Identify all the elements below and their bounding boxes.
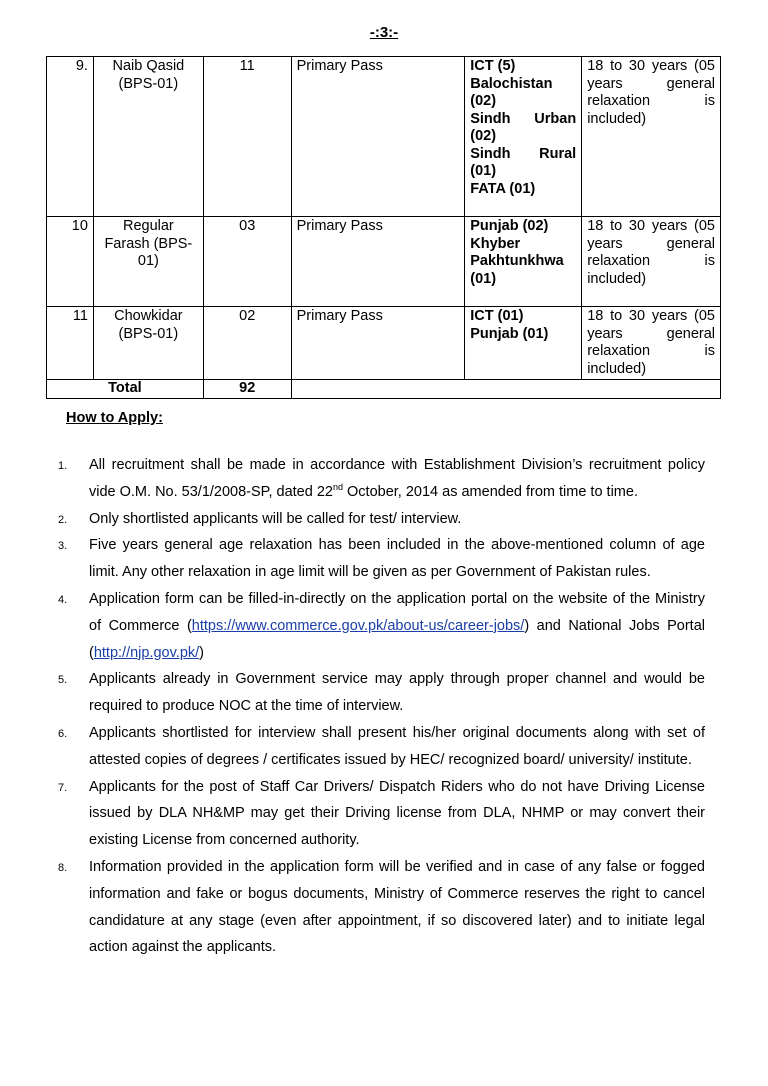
post-name: Chowkidar (BPS-01) (93, 307, 203, 380)
instructions-list (0, 452, 768, 961)
posts-table (46, 56, 721, 399)
page-number: -:3:- (369, 24, 399, 41)
item-text: October, 2014 as amended from time to time. (343, 483, 638, 500)
age-limit: 18 to 30 years (05 years general relaxation is included) (582, 307, 721, 380)
item-number: 7. (58, 781, 68, 794)
serial-number: 11 (47, 307, 94, 380)
item-number: 8. (58, 861, 68, 874)
total-empty (291, 380, 720, 399)
list-item (0, 774, 768, 854)
item-number: 3. (58, 540, 68, 553)
item-text: Applicants for the post of Staff Car Drivers/ Dispatch Riders who do not have Driving License issued by DLA NH&MP may get their Driving license from DLA, NHMP or may convert their existing License from concerned authority. (89, 778, 705, 849)
list-item (0, 666, 768, 720)
post-name: Naib Qasid (BPS-01) (93, 57, 203, 217)
njp-portal-link[interactable]: http://njp.gov.pk/ (93, 644, 200, 661)
post-count: 03 (203, 217, 291, 307)
quota-cell (465, 307, 582, 380)
item-text: Application form can be filled-in-directly on the application portal on the website of the Ministry of Commerce ( (89, 590, 705, 634)
list-item (0, 586, 768, 666)
total-label: Total (47, 380, 204, 399)
post-name: Regular Farash (BPS-01) (93, 217, 203, 307)
table-row (47, 57, 721, 217)
item-text: Five years general age relaxation has been included in the above-mentioned column of age limit. Any other relaxation in age limit will be given as per Government of Pakistan rules. (89, 537, 705, 581)
total-value: 92 (203, 380, 291, 399)
how-to-apply-title: How to Apply: (66, 410, 163, 426)
quota-entry: Khyber Pakhtunkhwa (01) (470, 235, 564, 287)
ordinal-suffix: nd (332, 481, 343, 492)
item-text: Only shortlisted applicants will be called for test/ interview. (89, 510, 462, 527)
quota-cell (465, 217, 582, 307)
total-row (47, 380, 721, 399)
qualification: Primary Pass (291, 57, 465, 217)
list-item (0, 532, 768, 586)
item-number: 5. (58, 674, 68, 687)
list-item (0, 854, 768, 961)
age-limit: 18 to 30 years (05 years general relaxation is included) (582, 57, 721, 217)
commerce-careers-link[interactable]: https://www.commerce.gov.pk/about-us/career-jobs/ (191, 617, 525, 634)
item-text: Applicants shortlisted for interview shall present his/her original documents along with set of attested copies of degrees / certificates issued by HEC/ recognized board/ university/ institute. (89, 724, 705, 768)
age-limit: 18 to 30 years (05 years general relaxation is included) (582, 217, 721, 307)
table-row (47, 217, 721, 307)
item-text: All recruitment shall be made in accordance with Establishment Division’s recruitment policy vide O.M. No. 53/1/2008-SP, dated 22 (89, 457, 705, 500)
item-number: 2. (58, 513, 68, 526)
list-item (0, 720, 768, 774)
quota-entry: ICT (01) (470, 308, 524, 324)
item-text: ) (199, 644, 205, 661)
post-count: 02 (203, 307, 291, 380)
quota-entry: Sindh Urban (02) (470, 110, 577, 144)
quota-entry: Punjab (02) (470, 218, 549, 234)
quota-cell (465, 57, 582, 217)
quota-entry: ICT (5) (470, 58, 516, 74)
quota-entry: Sindh Rural (01) (470, 145, 577, 179)
item-text: Information provided in the application form will be verified and in case of any false or fogged information and fake or bogus documents, Ministry of Commerce reserves the right to cancel candidature at any stage (even after appointment, if so discovered later) and to initiate legal action against the applicants. (89, 858, 705, 956)
item-text: ) and National Jobs Portal ( (89, 617, 705, 661)
qualification: Primary Pass (291, 307, 465, 380)
post-count: 11 (203, 57, 291, 217)
list-item (0, 506, 768, 533)
serial-number: 10 (47, 217, 94, 307)
quota-entry: Balochistan (02) (470, 75, 553, 109)
item-number: 4. (58, 593, 68, 606)
quota-entry: FATA (01) (470, 180, 536, 197)
table-row (47, 307, 721, 380)
serial-number: 9. (47, 57, 94, 217)
item-number: 6. (58, 727, 68, 740)
quota-entry: Punjab (01) (470, 325, 549, 342)
list-item (0, 452, 768, 506)
qualification: Primary Pass (291, 217, 465, 307)
item-number: 1. (58, 460, 68, 472)
item-text: Applicants already in Government service may apply through proper channel and would be required to produce NOC at the time of interview. (89, 671, 705, 715)
